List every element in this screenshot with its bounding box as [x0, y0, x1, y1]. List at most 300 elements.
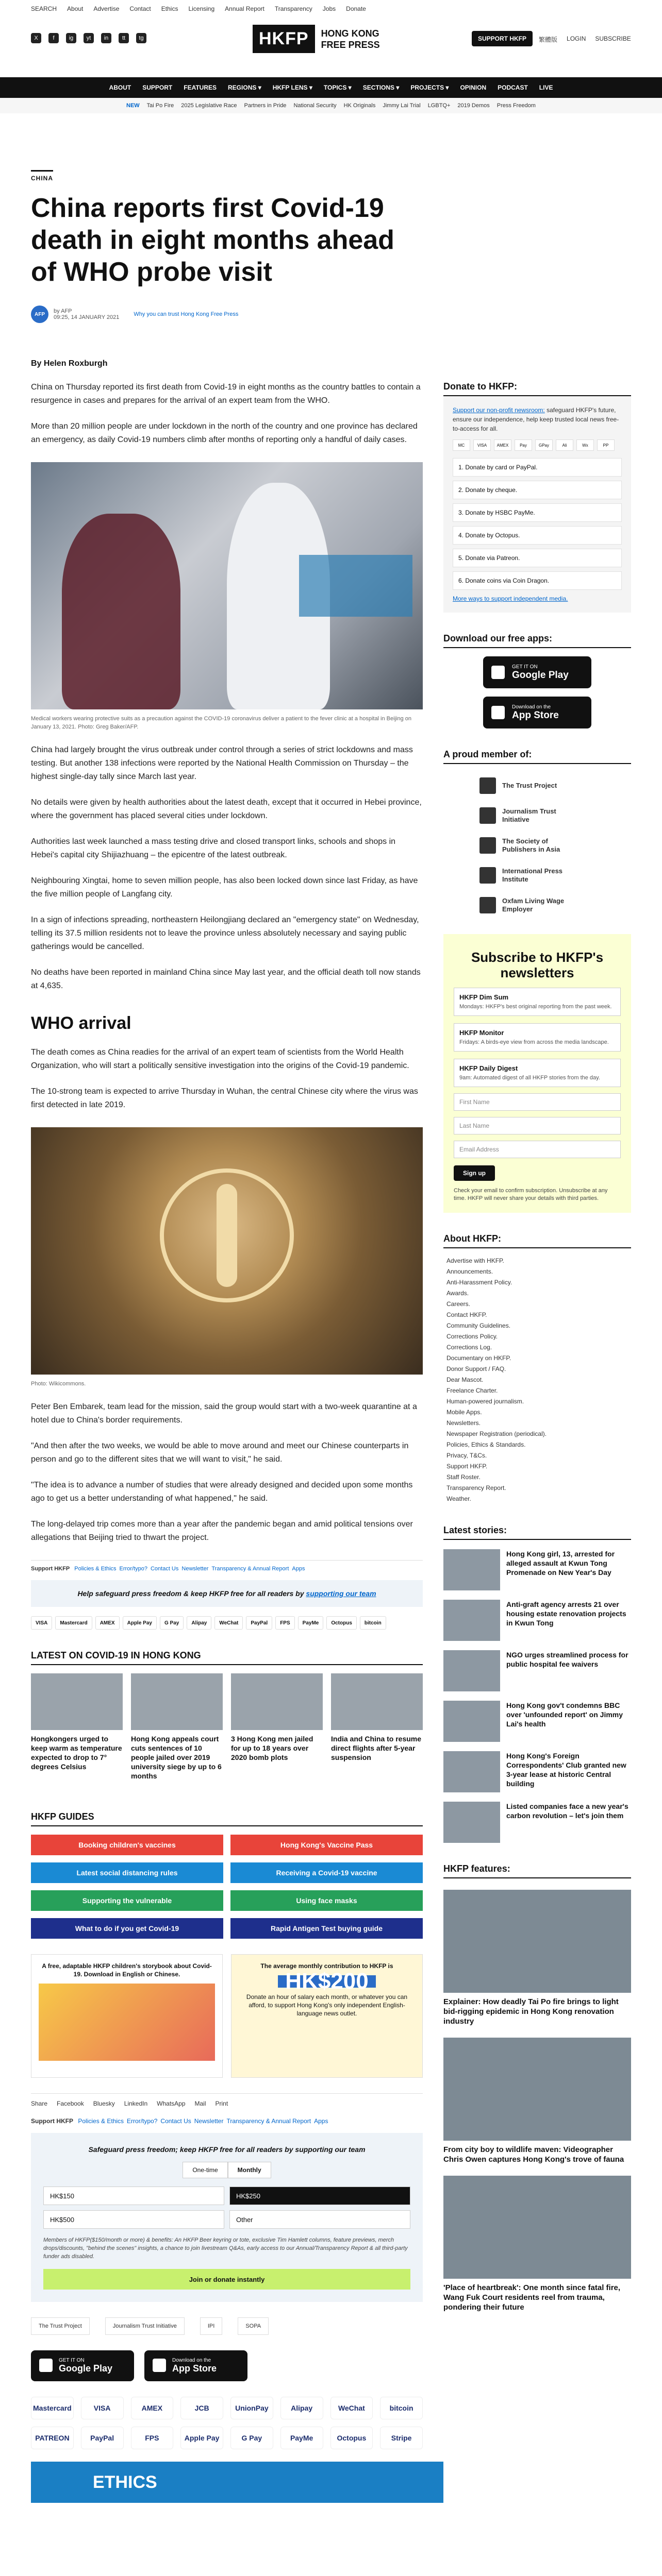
member-logos: [443, 777, 631, 913]
feature-headline[interactable]: Explainer: How deadly Tai Po fire brings to light bid-rigging epidemic in Hong Kong renovation industry: [443, 1997, 619, 2026]
donate-options: [453, 458, 622, 590]
trending-link[interactable]: Partners in Pride: [244, 103, 287, 109]
member-name: Oxfam Living Wage Employer: [502, 897, 565, 913]
support-link[interactable]: Policies & Ethics: [74, 1566, 117, 1572]
support-label[interactable]: Support HKFP: [31, 1566, 70, 1572]
story-headline[interactable]: Hong Kong's Foreign Correspondents' Club granted new 3-year lease at historic Central building: [506, 1752, 626, 1788]
about-link[interactable]: Anti-Harassment Policy.: [446, 1279, 512, 1286]
site-logo[interactable]: [253, 25, 380, 53]
payment-logo: PP: [597, 439, 615, 451]
payment-logo: G Pay: [160, 1616, 184, 1630]
contribution-promo[interactable]: The average monthly contribution to HKFP is HK$200 Donate an hour of salary each month, or whatever you can afford, to support Hong Kong's only independent English-language news outlet.: [231, 1954, 423, 2078]
donate-box: Support our non-profit newsroom: safeguard HKFP's future, ensure our independence, help keep trusted local news free-to-access for all. MC VISA AMEX Pay GPay Ali Wx PP 1. Donate by card or PayPal. 2. Donate by cheque. 3. Donate by HSBC PayMe. 4. Donate by Octopus. 5. Donate via Patreon. 6. Donate coins via Coin Dragon. More ways to support independent media.: [443, 396, 631, 613]
payment-logo: Wx: [576, 439, 594, 451]
latest-story[interactable]: [443, 1802, 631, 1843]
support-team-link[interactable]: supporting our team: [306, 1589, 376, 1598]
header-link[interactable]: 繁體版: [539, 36, 558, 43]
latest-story[interactable]: [443, 1751, 631, 1792]
payment-logo: FPS: [275, 1616, 294, 1630]
paragraph: Peter Ben Embarek, team lead for the mission, said the group would start with a two-week quarantine at a hotel due to China's border requirements.: [31, 1402, 417, 1425]
latest-card[interactable]: [131, 1673, 223, 1781]
share-link[interactable]: WhatsApp: [157, 2100, 186, 2107]
story-thumbnail[interactable]: [443, 1751, 500, 1792]
about-link[interactable]: Policies, Ethics & Standards.: [446, 1441, 526, 1448]
donate-option[interactable]: 4. Donate by Octopus.: [453, 526, 622, 545]
newsletter-name: HKFP Dim Sum: [459, 993, 509, 1001]
guide-button[interactable]: Supporting the vulnerable: [31, 1890, 223, 1911]
newsletter-note: Check your email to confirm subscription. Unsubscribe at any time. HKFP will never share your details with third parties.: [454, 1188, 608, 1201]
support-link[interactable]: Newsletter: [194, 2117, 224, 2125]
payment-logo: Mastercard: [31, 2397, 74, 2419]
site-header: [0, 0, 662, 77]
author-name: By Helen Roxburgh: [31, 359, 108, 368]
payment-logo: PayMe: [280, 2427, 323, 2449]
donate-option[interactable]: 1. Donate by card or PayPal.: [453, 458, 622, 477]
nav-item[interactable]: PODCAST: [498, 84, 528, 91]
latest-headline[interactable]: India and China to resume direct flights after 5-year suspension: [331, 1735, 422, 1761]
paragraph: Neighbouring Xingtai, home to seven million people, has also been locked down since last Friday, as have the five million people of Langfang city.: [31, 876, 418, 899]
member-mark: [479, 897, 496, 913]
member-mark: [479, 807, 496, 824]
article-title: China reports first Covid-19 death in eight months ahead of WHO probe visit: [31, 193, 394, 287]
freq-monthly[interactable]: Monthly: [228, 2162, 271, 2178]
emblem-staff: [217, 1184, 237, 1287]
support-label[interactable]: Support HKFP: [31, 2117, 73, 2125]
main-nav: [0, 77, 662, 98]
latest-card[interactable]: [31, 1673, 123, 1781]
payment-logo: AMEX: [95, 1616, 120, 1630]
sidebar: [443, 113, 631, 2503]
byline-date: 09:25, 14 JANUARY 2021: [54, 314, 120, 320]
member-logo[interactable]: [443, 897, 631, 913]
top-link[interactable]: Contact: [129, 5, 151, 12]
donate-panel-title: Safeguard press freedom; keep HKFP free for all readers by supporting our team: [88, 2145, 366, 2154]
footer-payment-logos: [31, 2397, 423, 2449]
join-donate-button[interactable]: Join or donate instantly: [43, 2269, 410, 2290]
latest-headline[interactable]: Hong Kong appeals court cuts sentences of 10 people jailed over 2019 university siege by up to 6 months: [131, 1735, 222, 1780]
newsletter-options: [454, 988, 621, 1087]
article: [31, 113, 423, 2503]
about-link[interactable]: Freelance Charter.: [446, 1387, 498, 1394]
latest-thumbnail[interactable]: [331, 1673, 423, 1730]
story-headline[interactable]: Hong Kong gov't condemns BBC over 'unfounded report' on Jimmy Lai's health: [506, 1701, 623, 1728]
paragraph: "The idea is to advance a number of studies that were already designed and decided upon some months ago to get us a better understanding of what happened," he said.: [31, 1481, 413, 1503]
promo-row: [31, 1954, 423, 2078]
about-link[interactable]: Weather.: [446, 1495, 471, 1502]
footer-app-stores: [31, 2350, 423, 2381]
member-name: The Trust Project: [502, 782, 557, 789]
amount-option[interactable]: HK$500: [43, 2210, 224, 2229]
about-link[interactable]: Documentary on HKFP.: [446, 1354, 511, 1362]
support-link[interactable]: Apps: [292, 1566, 305, 1572]
paragraph: More than 20 million people are under lockdown in the north of the country and one province has declared an emergency, as daily Covid-19 numbers climb after months of reporting only a handful of daily cases.: [31, 422, 418, 444]
play-store-icon: [39, 2359, 53, 2372]
logo-wordmark: HONG KONG FREE PRESS: [321, 28, 380, 50]
story-thumbnail[interactable]: [443, 1650, 500, 1691]
payment-logo: bitcoin: [380, 2397, 423, 2419]
trending-nav: [0, 98, 662, 113]
average-amount: HK$200: [278, 1975, 375, 1988]
member-logo[interactable]: SOPA: [238, 2317, 269, 2335]
member-mark: [479, 837, 496, 854]
payment-logo: PayPal: [81, 2427, 124, 2449]
story-thumbnail[interactable]: [443, 1701, 500, 1742]
article-photo: [31, 462, 423, 709]
byline-author[interactable]: by AFP: [54, 308, 72, 314]
social-icon[interactable]: ig: [66, 33, 76, 43]
header-link[interactable]: SUBSCRIBE: [595, 35, 631, 42]
storybook-promo[interactable]: A free, adaptable HKFP children's storybook about Covid-19. Download in English or Chinese.: [31, 1954, 223, 2078]
top-link[interactable]: Annual Report: [225, 5, 264, 12]
member-logo[interactable]: [443, 837, 631, 854]
new-badge: NEW: [126, 103, 140, 109]
donate-option[interactable]: 6. Donate coins via Coin Dragon.: [453, 571, 622, 590]
member-logo[interactable]: [443, 867, 631, 884]
about-link[interactable]: Dear Mascot.: [446, 1376, 484, 1383]
feature-item[interactable]: [443, 1890, 631, 2026]
logo-mark: HKFP: [253, 25, 315, 53]
photo-caption: Photo: Wikicommons.: [31, 1381, 86, 1387]
top-link[interactable]: Donate: [346, 5, 366, 12]
header-right-links: [539, 35, 631, 44]
first-name-field[interactable]: First Name: [454, 1093, 621, 1111]
header-link[interactable]: LOGIN: [567, 35, 586, 42]
nonprofit-link[interactable]: Support our non-profit newsroom:: [453, 406, 545, 414]
feature-image[interactable]: [443, 1890, 631, 1993]
payment-logo: AMEX: [494, 439, 511, 451]
nav-item[interactable]: HKFP LENS ▾: [272, 84, 312, 91]
share-link[interactable]: Print: [215, 2100, 228, 2107]
about-link[interactable]: Announcements.: [446, 1268, 493, 1275]
apple-icon: [153, 2359, 166, 2372]
paragraph: China on Thursday reported its first death from Covid-19 in eight months as the country battles to contain a resurgence in cases and prepares for the arrival of an expert team from the WHO.: [31, 383, 421, 405]
frequency-toggle: [43, 2162, 410, 2178]
apple-icon: [491, 706, 505, 719]
support-link[interactable]: Apps: [314, 2117, 328, 2125]
support-hkfp-button[interactable]: SUPPORT HKFP: [472, 31, 533, 46]
amount-options: [43, 2187, 410, 2229]
newsletter-name: HKFP Daily Digest: [459, 1064, 518, 1072]
latest-thumbnail[interactable]: [131, 1673, 223, 1730]
guides-heading: HKFP GUIDES: [31, 1811, 423, 1826]
member-name: Journalism Trust Initiative: [502, 807, 556, 823]
payment-logo: Stripe: [380, 2427, 423, 2449]
latest-stories-heading: Latest stories:: [443, 1525, 631, 1540]
more-ways-link[interactable]: More ways to support independent media.: [453, 595, 568, 602]
trending-link[interactable]: LGBTQ+: [427, 103, 451, 109]
guide-button[interactable]: Rapid Antigen Test buying guide: [230, 1918, 423, 1939]
top-link[interactable]: Transparency: [274, 5, 312, 12]
social-icon[interactable]: tg: [136, 33, 146, 43]
member-logo[interactable]: [443, 777, 631, 794]
story-headline[interactable]: Hong Kong girl, 13, arrested for alleged assault at Kwun Tong Promenade on New Year's Day: [506, 1550, 615, 1577]
byline: [31, 306, 423, 323]
about-link[interactable]: Human-powered journalism.: [446, 1398, 524, 1405]
story-headline[interactable]: Anti-graft agency arrests 21 over housing estate renovation projects in Kwun Tong: [506, 1600, 626, 1627]
story-headline[interactable]: Listed companies face a new year's carbon revolution – let's join them: [506, 1802, 628, 1820]
about-link[interactable]: Awards.: [446, 1290, 469, 1297]
photo-figure: [299, 555, 412, 617]
donate-option[interactable]: 5. Donate via Patreon.: [453, 549, 622, 567]
share-link[interactable]: Bluesky: [93, 2100, 115, 2107]
trust-link[interactable]: Why you can trust Hong Kong Free Press: [134, 311, 239, 317]
social-icon[interactable]: X: [31, 33, 41, 43]
guide-button[interactable]: Booking children's vaccines: [31, 1835, 223, 1855]
payment-logo: AMEX: [131, 2397, 174, 2419]
guide-button[interactable]: What to do if you get Covid-19: [31, 1918, 223, 1939]
about-link[interactable]: Careers.: [446, 1300, 471, 1308]
about-link[interactable]: Donor Support / FAQ.: [446, 1365, 506, 1372]
photo-caption: Medical workers wearing protective suits as a precaution against the COVID-19 coronavirus deliver a patient to the fever clinic at a hospital in Beijing on January 13, 2021. Photo: Greg Baker/AFP.: [31, 716, 411, 730]
about-link[interactable]: Corrections Log.: [446, 1344, 492, 1351]
author-avatar: AFP: [31, 306, 48, 323]
donate-option[interactable]: 2. Donate by cheque.: [453, 481, 622, 499]
newsletter-desc: Fridays: A birds-eye view from across the media landscape.: [459, 1039, 609, 1045]
signup-button[interactable]: Sign up: [454, 1165, 495, 1181]
guide-button[interactable]: Using face masks: [230, 1890, 423, 1911]
share-link[interactable]: Share: [31, 2100, 48, 2107]
latest-story[interactable]: [443, 1600, 631, 1641]
share-link[interactable]: Facebook: [57, 2100, 84, 2107]
about-link[interactable]: Newsletters.: [446, 1419, 481, 1427]
nav-item[interactable]: ABOUT: [109, 84, 131, 91]
nav-item[interactable]: LIVE: [539, 84, 553, 91]
subheading: WHO arrival: [31, 1013, 131, 1033]
app-store-badge[interactable]: Download on the App Store: [144, 2350, 247, 2381]
about-links: [443, 1256, 631, 1504]
member-logo[interactable]: IPI: [200, 2317, 222, 2335]
payment-logo: VISA: [31, 1616, 52, 1630]
freq-one-time[interactable]: One-time: [183, 2162, 227, 2178]
paragraph: No details were given by health authorities about the latest death, except that it occurred in Hebei province, where the government has placed several cities under lockdown.: [31, 798, 422, 820]
payment-logo: Alipay: [187, 1616, 211, 1630]
google-play-badge[interactable]: GET IT ON Google Play: [483, 656, 591, 688]
latest-thumbnail[interactable]: [231, 1673, 323, 1730]
story-thumbnail[interactable]: [443, 1549, 500, 1590]
donate-heading: Donate to HKFP:: [443, 381, 631, 396]
newsletter-signup: [443, 934, 631, 1213]
newsletter-option[interactable]: [454, 1059, 621, 1087]
support-link[interactable]: Transparency & Annual Report: [226, 2117, 311, 2125]
latest-headline[interactable]: 3 Hong Kong men jailed for up to 18 years over 2020 bomb plots: [231, 1735, 313, 1761]
newsletter-desc: Mondays: HKFP's best original reporting from the past week.: [459, 1004, 612, 1010]
trending-link[interactable]: 2025 Legislative Race: [181, 103, 237, 109]
payment-logo: Mastercard: [55, 1616, 92, 1630]
latest-card[interactable]: [331, 1673, 423, 1781]
support-link[interactable]: Transparency & Annual Report: [211, 1566, 289, 1572]
latest-stories: [443, 1549, 631, 1843]
payment-logo: GPay: [535, 439, 553, 451]
social-icon[interactable]: yt: [84, 33, 94, 43]
payment-logo: Octopus: [330, 2427, 373, 2449]
trending-link[interactable]: Tai Po Fire: [146, 103, 174, 109]
nav-item[interactable]: SUPPORT: [142, 84, 173, 91]
about-link[interactable]: Staff Roster.: [446, 1473, 481, 1481]
features-list: [443, 1890, 631, 2312]
paragraph: China had largely brought the virus outbreak under control through a series of strict lockdowns and mass testing. But another 138 infections were reported by the National Health Commission on Thursday – the highest single-day tally since March last year.: [31, 745, 413, 781]
amount-other-input[interactable]: Other: [229, 2210, 410, 2229]
payment-logo: VISA: [473, 439, 491, 451]
nav-item[interactable]: PROJECTS ▾: [410, 84, 449, 91]
about-link[interactable]: Transparency Report.: [446, 1484, 506, 1492]
latest-story[interactable]: [443, 1701, 631, 1742]
trending-link[interactable]: Press Freedom: [496, 103, 536, 109]
ethics-banner[interactable]: ETHICS: [31, 2462, 443, 2503]
payment-logo: VISA: [81, 2397, 124, 2419]
trending-link[interactable]: National Security: [293, 103, 337, 109]
payment-logo: WeChat: [214, 1616, 243, 1630]
guide-button[interactable]: Latest social distancing rules: [31, 1862, 223, 1883]
trending-link[interactable]: HK Originals: [343, 103, 376, 109]
about-link[interactable]: Newspaper Registration (periodical).: [446, 1430, 547, 1437]
member-perks: Members of HKFP($150/month or more) & benefits: An HKFP Beer keyring or tote, exclusive Tim Hamlett columns, feature previews, merch drops/discounts, "behind the scenes" insights, a chance to join livestream Q&As, early access to our Annual/Transparency Report & all third-party funder ads disabled.: [43, 2237, 408, 2260]
guide-button[interactable]: Receiving a Covid-19 vaccine: [230, 1862, 423, 1883]
about-link[interactable]: Community Guidelines.: [446, 1322, 511, 1329]
payment-logo: UnionPay: [230, 2397, 273, 2419]
guide-button[interactable]: Hong Kong's Vaccine Pass: [230, 1835, 423, 1855]
support-link[interactable]: Contact Us: [160, 2117, 191, 2125]
nav-item[interactable]: FEATURES: [184, 84, 217, 91]
about-link[interactable]: Mobile Apps.: [446, 1409, 482, 1416]
paragraph: No deaths have been reported in mainland China since May last year, and the official death toll now stands at 4,635.: [31, 968, 421, 990]
newsletter-name: HKFP Monitor: [459, 1029, 504, 1037]
nav-item[interactable]: SECTIONS ▾: [362, 84, 400, 91]
feature-item[interactable]: [443, 2176, 631, 2312]
payment-logo: Alipay: [280, 2397, 323, 2419]
paragraph: "And then after the two weeks, we would be able to move around and meet our Chinese counterparts in person and go to the different sites that we will want to visit," he said.: [31, 1442, 409, 1464]
about-link[interactable]: Support HKFP.: [446, 1463, 488, 1470]
payment-logo: Apple Pay: [180, 2427, 223, 2449]
section-label[interactable]: CHINA: [31, 170, 53, 182]
nav-item[interactable]: REGIONS ▾: [228, 84, 261, 91]
member-heading: A proud member of:: [443, 749, 631, 764]
newsletter-desc: 9am: Automated digest of all HKFP stories from the day.: [459, 1075, 600, 1081]
member-name: The Society of Publishers in Asia: [502, 837, 560, 853]
social-icon[interactable]: in: [101, 33, 111, 43]
feature-headline[interactable]: 'Place of heartbreak': One month since fatal fire, Wang Fuk Court residents reel from trauma, pondering their future: [443, 2283, 621, 2312]
amount-option-selected[interactable]: HK$250: [229, 2187, 410, 2205]
paragraph: The 10-strong team is expected to arrive Thursday in Wuhan, the central Chinese city where the virus was first detected in late 2019.: [31, 1087, 418, 1109]
payment-logo: Pay: [515, 439, 532, 451]
share-link[interactable]: Mail: [194, 2100, 206, 2107]
about-heading: About HKFP:: [443, 1233, 631, 1248]
payment-logo: Ali: [556, 439, 573, 451]
top-link[interactable]: SEARCH: [31, 5, 57, 12]
share-bar: [31, 2093, 423, 2107]
support-link[interactable]: Error/typo?: [127, 2117, 158, 2125]
payment-logo: PayPal: [246, 1616, 272, 1630]
payment-logo: MC: [453, 439, 470, 451]
payment-logo: PayMe: [298, 1616, 324, 1630]
member-logo[interactable]: The Trust Project: [31, 2317, 90, 2335]
top-link[interactable]: Jobs: [322, 5, 336, 12]
who-emblem-photo: [31, 1127, 423, 1375]
google-play-badge[interactable]: GET IT ON Google Play: [31, 2350, 134, 2381]
story-headline[interactable]: NGO urges streamlined process for public hospital fee waivers: [506, 1651, 628, 1668]
donate-panel: [31, 2133, 423, 2302]
newsletter-title: Subscribe to HKFP's newsletters: [471, 950, 604, 980]
support-links-footer: [31, 2117, 423, 2125]
support-link[interactable]: Newsletter: [181, 1566, 209, 1572]
support-link[interactable]: Error/typo?: [119, 1566, 147, 1572]
payment-logo: bitcoin: [360, 1616, 386, 1630]
feature-image[interactable]: [443, 2176, 631, 2279]
newsletter-option[interactable]: [454, 1023, 621, 1052]
social-icon[interactable]: tt: [119, 33, 129, 43]
top-link[interactable]: Ethics: [161, 5, 178, 12]
newsletter-option[interactable]: [454, 988, 621, 1016]
story-thumbnail[interactable]: [443, 1600, 500, 1641]
latest-card[interactable]: [231, 1673, 323, 1781]
paragraph: The death comes as China readies for the arrival of an expert team of scientists from the World Health Organization, who will start a politically sensitive investigation into the origins of the Covid-19 pandemic.: [31, 1048, 409, 1070]
paragraph: In a sign of infections spreading, northeastern Heilongjiang declared an "emergency state" on Wednesday, telling its 37.5 million residents not to leave the province unless absolutely necessary and saying public gatherings would be cancelled.: [31, 916, 419, 951]
guides-grid: [31, 1835, 423, 1939]
payment-logo: Apple Pay: [123, 1616, 157, 1630]
feature-image[interactable]: [443, 2038, 631, 2141]
payment-logo: Octopus: [326, 1616, 357, 1630]
latest-story[interactable]: [443, 1650, 631, 1691]
top-link[interactable]: Licensing: [188, 5, 215, 12]
feature-headline[interactable]: From city boy to wildlife maven: Videographer Chris Owen captures Hong Kong's trove of fauna: [443, 2145, 624, 2164]
donate-option[interactable]: 3. Donate by HSBC PayMe.: [453, 503, 622, 522]
latest-story[interactable]: [443, 1549, 631, 1590]
about-link[interactable]: Privacy, T&Cs.: [446, 1452, 487, 1459]
trending-link[interactable]: Jimmy Lai Trial: [383, 103, 421, 109]
nav-item[interactable]: OPINION: [460, 84, 487, 91]
latest-headline[interactable]: Hongkongers urged to keep warm as temperature expected to drop to 7° degrees Celsius: [31, 1735, 122, 1771]
top-link[interactable]: About: [67, 5, 84, 12]
latest-heading: LATEST ON COVID-19 IN HONG KONG: [31, 1650, 423, 1665]
payment-logo: JCB: [180, 2397, 223, 2419]
latest-thumbnail[interactable]: [31, 1673, 123, 1730]
feature-item[interactable]: [443, 2038, 631, 2164]
social-icon[interactable]: f: [48, 33, 59, 43]
footer-member-logos: [31, 2317, 423, 2335]
share-link[interactable]: LinkedIn: [124, 2100, 148, 2107]
member-mark: [479, 777, 496, 794]
email-field[interactable]: Email Address: [454, 1141, 621, 1158]
last-name-field[interactable]: Last Name: [454, 1117, 621, 1134]
features-heading: HKFP features:: [443, 1863, 631, 1878]
payment-methods: [31, 1616, 423, 1630]
about-link[interactable]: Contact HKFP.: [446, 1311, 487, 1318]
payment-logo: G Pay: [230, 2427, 273, 2449]
trending-link[interactable]: 2019 Demos: [457, 103, 490, 109]
member-name: International Press Institute: [502, 867, 563, 883]
member-logo[interactable]: [443, 807, 631, 824]
payment-logo: PATREON: [31, 2427, 74, 2449]
help-banner: Help safeguard press freedom & keep HKFP free for all readers by supporting our team: [31, 1580, 423, 1607]
about-link[interactable]: Corrections Policy.: [446, 1333, 498, 1340]
paragraph: Authorities last week launched a mass testing drive and closed transport links, schools and shops in Hebei's capital city Shijiazhuang – the epicentre of the latest outbreak.: [31, 837, 396, 859]
top-link[interactable]: Advertise: [93, 5, 120, 12]
support-link[interactable]: Policies & Ethics: [78, 2117, 124, 2125]
support-link[interactable]: Contact Us: [150, 1566, 179, 1572]
sidebar-pay-icons: [453, 439, 622, 451]
payment-logo: FPS: [131, 2427, 174, 2449]
about-link[interactable]: Advertise with HKFP.: [446, 1257, 504, 1264]
support-links: [31, 1560, 423, 1572]
member-logo[interactable]: Journalism Trust Initiative: [105, 2317, 185, 2335]
top-links: [31, 5, 366, 12]
story-thumbnail[interactable]: [443, 1802, 500, 1843]
social-icons: [31, 33, 146, 43]
photo-figure: [62, 514, 180, 709]
member-mark: [479, 867, 496, 884]
app-store-badge[interactable]: Download on the App Store: [483, 697, 591, 728]
amount-option[interactable]: HK$150: [43, 2187, 224, 2205]
nav-item[interactable]: TOPICS ▾: [323, 84, 352, 91]
